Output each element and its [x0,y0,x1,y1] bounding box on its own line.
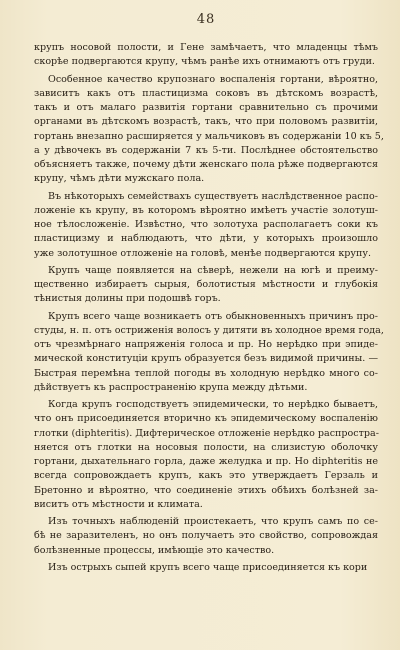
text-line: болѣзненные процессы, имѣющіе это качество. [34,544,275,556]
text-line: виситъ отъ мѣстности и климата. [34,498,203,510]
text-line: Изъ точныхъ наблюденій проистекаетъ, что крупъ самъ по се- [48,516,378,527]
body-text [34,41,384,575]
text-line: отъ чрезмѣрнаго напряженія голоса и пр. Но нерѣдко при эпиде- [34,339,378,350]
paragraph [34,561,378,575]
text-line: Когда крупъ господствуетъ эпидемически, то нерѣдко бываетъ, [48,399,378,410]
paragraph [34,190,378,261]
paragraph [34,264,378,307]
text-line: студы, н. п. отъ остриженія волосъ у дитяти въ холодное время года, [34,324,384,336]
paragraph [34,41,378,70]
text-line: скорѣе подвергаются крупу, чѣмъ ранѣе ихъ отнимаютъ отъ груди. [34,56,375,68]
text-line: такъ и отъ малаго развитія гортани сравнительно съ прочими [34,102,378,113]
page-number: 48 [196,12,216,27]
text-line: гортань внезапно расширяется у мальчиковъ въ содержаніи 10 къ 5, [34,130,384,142]
text-line: мической конституціи крупъ образуется безъ видимой причины. — [34,353,378,365]
paragraph [34,310,384,396]
text-line: Крупъ чаще появляется на сѣверѣ, нежели на югѣ и преиму- [48,264,378,276]
text-line: крупу, чѣмъ дѣти мужскаго пола. [34,173,205,185]
paragraph [34,73,384,187]
text-line: гортани, дыхательнаго горла, даже желудка и пр. Но diphteritis не [34,456,378,467]
text-line: бѣ не заразителенъ, но онъ получаетъ это свойство, сопровождая [34,530,378,542]
text-line: няется отъ глотки на носовыя полости, на слизистую оболочку [34,441,378,453]
text-line: дѣйствуетъ къ распространенію крупа между дѣтьми. [34,381,308,393]
text-line: тѣнистыя долины при подошвѣ горъ. [34,293,221,305]
text-line: что онъ присоединяется вторично къ эпидемическому воспаленію [34,413,378,425]
paragraph [34,398,378,512]
text-line: пластицизму и наблюдаютъ, что дѣти, у которыхъ произошло [34,233,378,245]
text-line: Особенное качество крупознаго воспаленія гортани, вѣроятно, [48,73,378,85]
text-line: зависитъ какъ отъ пластицизма соковъ въ дѣтскомъ возрастѣ, [34,87,378,99]
text-line: Изъ острыхъ сыпей крупъ всего чаще присоединяется къ кори [48,561,368,573]
text-line: Въ нѣкоторыхъ семействахъ существуетъ наслѣдственное распо- [48,190,378,202]
text-line: всегда сопровождаетъ крупъ, какъ это утверждаетъ Герзаль и [34,470,378,482]
text-line: Бретонно и вѣроятно, что соединеніе этихъ обѣихъ болѣзней за- [34,484,378,496]
text-line: объясняетъ также, почему дѣти женскаго пола рѣже подвергаются [34,159,378,170]
text-line: Крупъ всего чаще возникаетъ отъ обыкновенныхъ причинъ про- [48,310,378,322]
text-line: глотки (diphteritis). Дифтерическое отложеніе нерѣдко распростра- [34,427,379,439]
text-line: органами въ дѣтскомъ возрастѣ, такъ, что при половомъ развитіи, [34,116,378,128]
text-line: крупъ носовой полости, и Гене замѣчаетъ, что младенцы тѣмъ [34,42,378,53]
text-line: ложеніе къ крупу, въ которомъ вѣроятно имѣетъ участіе золотуш- [34,204,378,216]
text-line: уже золотушное отложеніе на головѣ, менѣе подвергаются крупу. [34,247,372,259]
text-line: ное тѣлосложеніе. Извѣстно, что золотуха располагаетъ соки къ [34,219,378,230]
text-line: Быстрая перемѣна теплой погоды въ холодную нерѣдко много со- [34,367,378,379]
text-line: а у дѣвочекъ въ содержаніи 7 къ 5-ти. Послѣднее обстоятельство [34,144,378,156]
paragraph [34,515,378,558]
text-line: щественно избираетъ сырыя, болотистыя мѣстности и глубокія [34,279,378,290]
